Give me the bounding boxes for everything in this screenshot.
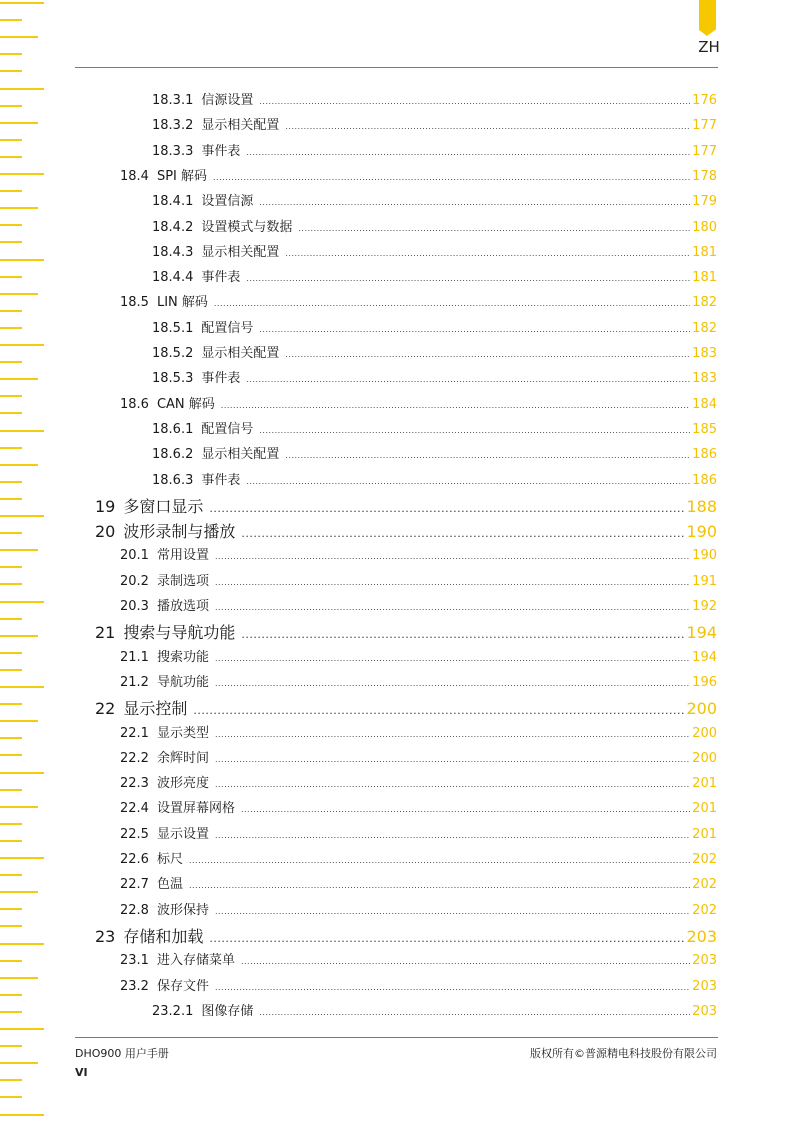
toc-entry[interactable] <box>95 519 717 543</box>
toc-entry-title: 信源设置 <box>201 93 254 108</box>
toc-entry-page: 178 <box>692 168 717 184</box>
toc-dot-leader <box>246 375 690 384</box>
toc-entry-title: 保存文件 <box>156 978 209 994</box>
toc-entry-page: 201 <box>692 776 717 792</box>
toc-dot-leader <box>215 730 690 739</box>
toc-entry[interactable] <box>152 216 717 240</box>
ruler-tick <box>0 583 22 585</box>
toc-dot-leader <box>285 350 690 359</box>
toc-entry-page: 177 <box>692 143 717 159</box>
toc-dot-leader <box>189 881 690 890</box>
ruler-tick <box>0 566 22 568</box>
toc-dot-leader <box>241 527 684 540</box>
toc-entry[interactable] <box>120 570 717 594</box>
toc-entry-page: 186 <box>692 447 717 463</box>
toc-entry-title: 事件表 <box>201 143 241 159</box>
toc-entry-title: 配置信号 <box>201 421 254 437</box>
ruler-tick <box>0 994 22 996</box>
toc-entry-page: 194 <box>686 623 717 643</box>
toc-entry-title: 多窗口显示 <box>123 496 204 516</box>
toc-entry-page: 181 <box>692 270 717 286</box>
toc-entry[interactable] <box>120 949 717 973</box>
toc-entry-page: 201 <box>692 826 717 842</box>
ruler-tick <box>0 173 44 175</box>
ruler-tick <box>0 447 22 449</box>
ruler-tick <box>0 754 22 756</box>
toc-entry-page: 190 <box>692 548 717 564</box>
toc-entry-page: 185 <box>692 421 717 437</box>
toc-entry[interactable] <box>120 393 717 417</box>
ruler-tick <box>0 481 22 483</box>
toc-dot-leader <box>215 983 690 992</box>
toc-entry-number: 18.4.3 <box>152 244 194 260</box>
toc-entry-page: 203 <box>686 926 717 946</box>
toc-entry-title: 录制选项 <box>156 573 209 589</box>
toc-entry-title: 设置屏幕网格 <box>156 801 235 817</box>
language-label: ZH <box>698 38 720 56</box>
footer-divider <box>75 1037 718 1038</box>
toc-entry-page: 200 <box>686 699 717 719</box>
toc-entry-page: 190 <box>686 522 717 542</box>
ruler-tick <box>0 943 44 945</box>
toc-entry-page: 184 <box>692 396 717 412</box>
toc-entry-number: 21 <box>95 623 116 643</box>
toc-entry[interactable] <box>120 975 717 999</box>
language-tab-marker <box>699 0 716 30</box>
toc-entry-number: 18.6.1 <box>152 421 194 437</box>
toc-entry-number: 20.1 <box>120 548 149 564</box>
ruler-tick <box>0 139 22 141</box>
toc-entry-title: 显示设置 <box>156 826 209 842</box>
ruler-tick <box>0 891 38 893</box>
toc-entry-page: 177 <box>692 118 717 134</box>
toc-entry[interactable] <box>120 747 717 771</box>
toc-entry[interactable] <box>152 317 717 341</box>
ruler-tick <box>0 310 22 312</box>
toc-entry-title: 存储和加载 <box>123 926 204 946</box>
ruler-tick <box>0 53 22 55</box>
toc-entry-number: 22.2 <box>120 750 149 766</box>
ruler-tick <box>0 293 38 295</box>
toc-entry-title: 波形保持 <box>156 902 209 918</box>
toc-entry[interactable] <box>152 89 717 113</box>
toc-entry-number: 22.8 <box>120 902 149 918</box>
toc-entry[interactable] <box>152 342 717 366</box>
toc-entry-title: 配置信号 <box>201 320 254 336</box>
toc-entry-page: 203 <box>692 978 717 994</box>
toc-entry-page: 183 <box>692 346 717 361</box>
ruler-tick <box>0 652 22 654</box>
toc-dot-leader <box>215 679 690 688</box>
toc-entry-title: 标尺 <box>156 852 183 867</box>
ruler-tick <box>0 686 44 688</box>
toc-entry-title: 进入存储菜单 <box>156 953 235 969</box>
toc-entry-page: 180 <box>692 219 717 235</box>
toc-entry[interactable] <box>95 924 717 948</box>
ruler-tick <box>0 276 22 278</box>
toc-entry[interactable] <box>120 797 717 821</box>
toc-entry-page: 201 <box>692 801 717 817</box>
ruler-tick <box>0 960 22 962</box>
toc-entry-page: 191 <box>692 573 717 589</box>
toc-entry-number: 22.7 <box>120 877 149 893</box>
toc-entry-title: 设置信源 <box>201 194 254 210</box>
toc-dot-leader <box>213 173 690 182</box>
toc-entry-title: 图像存储 <box>201 1003 254 1019</box>
toc-dot-leader <box>215 654 690 663</box>
toc-dot-leader <box>241 805 690 814</box>
toc-entry-page: 182 <box>692 295 717 311</box>
toc-dot-leader <box>298 224 690 233</box>
ruler-tick <box>0 1062 38 1064</box>
toc-entry-page: 203 <box>692 953 717 969</box>
toc-entry-title: 事件表 <box>201 270 241 286</box>
ruler-tick <box>0 1114 44 1116</box>
toc-entry-title: 波形亮度 <box>156 776 209 792</box>
toc-entry-number: 19 <box>95 496 116 516</box>
toc-entry-title: 色温 <box>156 877 183 893</box>
ruler-tick <box>0 464 38 466</box>
toc-dot-leader <box>215 831 690 840</box>
toc-entry-page: 176 <box>692 93 717 108</box>
toc-entry-number: 23.1 <box>120 953 149 969</box>
ruler-tick <box>0 635 38 637</box>
toc-entry-number: 21.1 <box>120 649 149 665</box>
toc-entry-title: SPI 解码 <box>156 168 208 184</box>
toc-entry-number: 18.3.1 <box>152 93 194 108</box>
toc-entry-number: 23.2 <box>120 978 149 994</box>
toc-dot-leader <box>215 552 690 561</box>
toc-entry-title: 显示控制 <box>123 699 188 719</box>
copyright-notice: 版权所有©普源精电科技股份有限公司 <box>530 1047 717 1060</box>
ruler-tick <box>0 737 22 739</box>
toc-entry-number: 20.2 <box>120 573 149 589</box>
ruler-tick <box>0 772 44 774</box>
ruler-tick <box>0 857 44 859</box>
ruler-tick <box>0 1045 22 1047</box>
toc-dot-leader <box>215 578 690 587</box>
toc-entry-number: 22.4 <box>120 801 149 817</box>
toc-entry-number: 22 <box>95 699 116 719</box>
toc-entry[interactable] <box>95 494 717 518</box>
ruler-tick <box>0 412 22 414</box>
ruler-tick <box>0 88 44 90</box>
toc-entry-title: 事件表 <box>201 371 241 387</box>
ruler-tick <box>0 532 22 534</box>
toc-entry[interactable] <box>120 848 717 872</box>
ruler-tick <box>0 344 44 346</box>
toc-entry-title: 波形录制与播放 <box>123 522 236 542</box>
ruler-tick <box>0 430 44 432</box>
toc-entry[interactable] <box>152 1000 717 1024</box>
toc-dot-leader <box>215 755 690 764</box>
ruler-tick <box>0 720 38 722</box>
page-number: VI <box>75 1066 88 1079</box>
toc-entry-number: 18.6.2 <box>152 447 194 463</box>
toc-entry[interactable] <box>120 544 717 568</box>
toc-entry[interactable] <box>120 671 717 695</box>
toc-dot-leader <box>259 1008 690 1017</box>
ruler-tick <box>0 618 22 620</box>
toc-dot-leader <box>246 148 690 157</box>
toc-entry-number: 18.5.2 <box>152 346 194 361</box>
toc-dot-leader <box>241 628 684 641</box>
ruler-tick <box>0 105 22 107</box>
toc-entry-number: 18.4 <box>120 168 149 184</box>
toc-entry-page: 188 <box>686 496 717 516</box>
toc-entry-page: 203 <box>692 1003 717 1019</box>
ruler-tick <box>0 2 44 4</box>
toc-entry-page: 179 <box>692 194 717 210</box>
ruler-tick <box>0 1011 22 1013</box>
toc-dot-leader <box>193 704 684 717</box>
ruler-tick <box>0 259 44 261</box>
toc-entry-number: 22.1 <box>120 725 149 741</box>
ruler-tick <box>0 925 22 927</box>
toc-entry-number: 22.3 <box>120 776 149 792</box>
toc-entry-number: 18.5 <box>120 295 149 311</box>
ruler-tick <box>0 190 22 192</box>
ruler-tick <box>0 823 22 825</box>
ruler-tick <box>0 669 22 671</box>
toc-entry-title: 显示相关配置 <box>201 346 280 361</box>
toc-entry-page: 182 <box>692 320 717 336</box>
toc-entry-number: 18.5.3 <box>152 371 194 387</box>
toc-dot-leader <box>209 932 684 945</box>
toc-entry-page: 192 <box>692 599 717 614</box>
toc-entry-page: 202 <box>692 902 717 918</box>
toc-entry-number: 21.2 <box>120 674 149 690</box>
toc-entry-number: 18.3.2 <box>152 118 194 134</box>
toc-entry-page: 194 <box>692 649 717 665</box>
toc-entry[interactable] <box>152 469 717 493</box>
ruler-tick <box>0 498 22 500</box>
ruler-tick <box>0 703 22 705</box>
ruler-tick <box>0 806 38 808</box>
toc-entry[interactable] <box>95 696 717 720</box>
ruler-tick <box>0 840 22 842</box>
ruler-tick <box>0 977 38 979</box>
toc-entry-number: 18.3.3 <box>152 143 194 159</box>
toc-entry[interactable] <box>95 620 717 644</box>
toc-entry-title: 显示相关配置 <box>201 118 280 134</box>
toc-dot-leader <box>215 907 690 916</box>
toc-entry-page: 183 <box>692 371 717 387</box>
ruler-tick <box>0 1028 44 1030</box>
ruler-tick <box>0 156 22 158</box>
toc-entry[interactable] <box>120 165 717 189</box>
toc-entry-number: 20 <box>95 522 116 542</box>
toc-entry-title: 显示相关配置 <box>201 447 280 463</box>
ruler-tick <box>0 874 22 876</box>
toc-dot-leader <box>209 502 684 515</box>
toc-entry-page: 202 <box>692 877 717 893</box>
toc-entry-title: 显示类型 <box>156 725 209 741</box>
toc-entry-number: 18.4.1 <box>152 194 194 210</box>
ruler-tick <box>0 19 22 21</box>
toc-dot-leader <box>246 477 690 486</box>
toc-dot-leader <box>215 780 690 789</box>
toc-entry[interactable] <box>120 291 717 315</box>
ruler-tick <box>0 515 44 517</box>
toc-entry-title: 播放选项 <box>156 599 209 614</box>
toc-entry-title: 导航功能 <box>156 674 209 690</box>
toc-entry[interactable] <box>120 595 717 619</box>
toc-dot-leader <box>259 198 690 207</box>
toc-entry-number: 18.6.3 <box>152 472 194 488</box>
manual-title: DHO900 用户手册 <box>75 1047 169 1060</box>
toc-entry-number: 23.2.1 <box>152 1003 194 1019</box>
toc-entry-title: 显示相关配置 <box>201 244 280 260</box>
toc-entry[interactable] <box>152 190 717 214</box>
toc-entry-page: 200 <box>692 725 717 741</box>
toc-entry-page: 196 <box>692 674 717 690</box>
toc-dot-leader <box>214 299 690 308</box>
ruler-tick <box>0 549 38 551</box>
toc-entry-page: 200 <box>692 750 717 766</box>
toc-dot-leader <box>259 97 690 106</box>
toc-entry-page: 186 <box>692 472 717 488</box>
toc-entry[interactable] <box>152 367 717 391</box>
toc-entry[interactable] <box>120 873 717 897</box>
toc-entry[interactable] <box>152 266 717 290</box>
toc-entry-title: CAN 解码 <box>156 396 215 412</box>
toc-entry-title: 搜索功能 <box>156 649 209 665</box>
ruler-tick <box>0 1096 22 1098</box>
ruler-tick <box>0 70 22 72</box>
ruler-tick <box>0 224 22 226</box>
toc-entry[interactable] <box>152 241 717 265</box>
toc-entry[interactable] <box>152 140 717 164</box>
toc-dot-leader <box>285 451 690 460</box>
ruler-tick <box>0 361 22 363</box>
toc-entry-number: 20.3 <box>120 599 149 614</box>
toc-entry-title: 常用设置 <box>156 548 209 564</box>
toc-dot-leader <box>285 249 690 258</box>
ruler-tick <box>0 908 22 910</box>
toc-entry-number: 18.4.2 <box>152 219 194 235</box>
toc-entry-number: 18.5.1 <box>152 320 194 336</box>
margin-ruler-decoration <box>0 0 48 1122</box>
toc-entry-number: 22.6 <box>120 852 149 867</box>
toc-entry[interactable] <box>152 443 717 467</box>
header-divider <box>75 67 718 68</box>
ruler-tick <box>0 378 38 380</box>
toc-entry[interactable] <box>152 418 717 442</box>
toc-entry-title: 搜索与导航功能 <box>123 623 236 643</box>
toc-entry[interactable] <box>120 899 717 923</box>
toc-entry[interactable] <box>120 772 717 796</box>
toc-dot-leader <box>246 274 690 283</box>
ruler-tick <box>0 601 44 603</box>
toc-entry[interactable] <box>120 646 717 670</box>
toc-entry-title: 余辉时间 <box>156 750 209 766</box>
toc-dot-leader <box>241 957 690 966</box>
toc-entry-number: 23 <box>95 926 116 946</box>
toc-entry[interactable] <box>152 114 717 138</box>
toc-entry-page: 202 <box>692 852 717 867</box>
toc-entry[interactable] <box>120 722 717 746</box>
toc-entry-page: 181 <box>692 244 717 260</box>
toc-dot-leader <box>189 856 690 865</box>
toc-entry-number: 18.4.4 <box>152 270 194 286</box>
toc-entry-number: 22.5 <box>120 826 149 842</box>
toc-dot-leader <box>221 401 690 410</box>
toc-dot-leader <box>285 122 690 131</box>
toc-dot-leader <box>259 426 690 435</box>
toc-entry[interactable] <box>120 823 717 847</box>
toc-entry-title: 设置模式与数据 <box>201 219 293 235</box>
ruler-tick <box>0 395 22 397</box>
ruler-tick <box>0 241 22 243</box>
ruler-tick <box>0 327 22 329</box>
toc-entry-title: 事件表 <box>201 472 241 488</box>
toc-entry-title: LIN 解码 <box>156 295 208 311</box>
ruler-tick <box>0 207 38 209</box>
toc-entry-number: 18.6 <box>120 396 149 412</box>
toc-dot-leader <box>259 325 690 334</box>
ruler-tick <box>0 36 38 38</box>
ruler-tick <box>0 1079 22 1081</box>
toc-dot-leader <box>215 603 690 612</box>
ruler-tick <box>0 122 38 124</box>
ruler-tick <box>0 789 22 791</box>
